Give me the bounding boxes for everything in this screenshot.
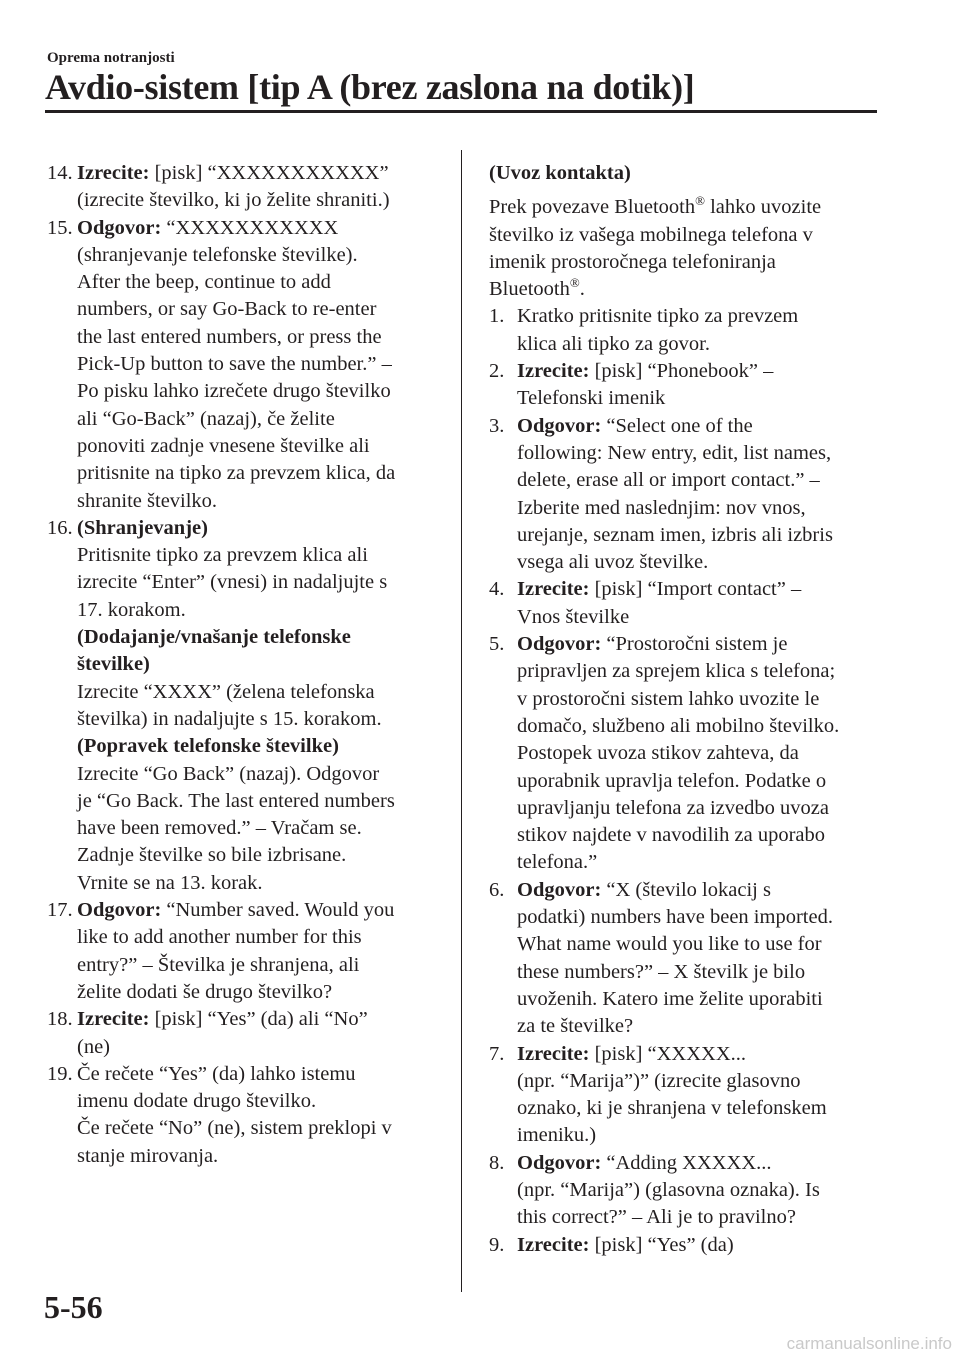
list-item (489, 303, 889, 358)
list-item (489, 1150, 889, 1232)
step-line: “Select one of the (601, 414, 753, 437)
list-item (489, 1041, 889, 1150)
step-line: Pritisnite tipko za prevzem klica ali (77, 544, 368, 567)
step-line: 17. korakom. (77, 598, 186, 621)
step-number: 2. (489, 360, 505, 383)
step-keyword: Odgovor: (517, 878, 602, 901)
step-number: 3. (489, 414, 505, 437)
list-item (47, 515, 442, 897)
list-item (47, 215, 442, 515)
step-keyword: Odgovor: (77, 216, 162, 239)
import-contact-heading: (Uvoz kontakta) (489, 162, 631, 184)
page-number: 5-56 (44, 1289, 103, 1325)
step-line: Postopek uvoza stikov zahteva, da (517, 742, 799, 765)
step-line: stikov najdete v navodilih za uporabo (517, 824, 825, 847)
step-number: 7. (489, 1042, 505, 1065)
step-text (517, 303, 889, 358)
section-label: Oprema notranjosti (47, 50, 175, 66)
step-number: 9. (489, 1233, 505, 1256)
step-line: What name would you like to use for (517, 933, 822, 956)
step-line: [pisk] “XXXXX... (589, 1042, 747, 1065)
step-line: (npr. “Marija”)” (izrecite glasovno (517, 1069, 801, 1092)
step-line: (ne) (77, 1035, 111, 1058)
step-line: pritisnite na tipko za prevzem klica, da (77, 462, 396, 485)
step-line: [pisk] “XXXXXXXXXXX” (149, 162, 389, 184)
step-line: numbers, or say Go-Back to re-enter (77, 298, 377, 321)
sub-line: Zadnje številke so bile izbrisane. (77, 844, 347, 867)
step-line: Kratko pritisnite tipko za prevzem (517, 305, 799, 328)
step-number: 18. (47, 1008, 73, 1031)
step-line: Izberite med naslednjim: nov vnos, (517, 496, 806, 519)
step-number: 19. (47, 1062, 73, 1085)
step-line: “X (število lokacij s (601, 878, 771, 901)
step-text (517, 576, 889, 631)
step-line: these numbers?” – X številk je bilo (517, 960, 806, 983)
step-text (517, 631, 889, 877)
step-keyword: Izrecite: (77, 1008, 150, 1031)
sub-line: Izrecite “Go Back” (nazaj). Odgovor (77, 762, 380, 785)
step-line: following: New entry, edit, list names, (517, 441, 832, 464)
step-line: v prostoročni sistem lahko uvozite le (517, 687, 820, 710)
list-item (489, 877, 889, 1041)
step-line: upravljanju telefona za izvedbo uvoza (517, 796, 829, 819)
step-line: entry?” – Številka je shranjena, ali (77, 953, 360, 976)
step-keyword: Izrecite: (517, 578, 590, 601)
step-text (517, 1041, 889, 1150)
step-line: like to add another number for this (77, 926, 362, 949)
step-text (517, 1150, 889, 1232)
sub-line: je “Go Back. The last entered numbers (77, 789, 395, 812)
step-line: uporabnik upravlja telefon. Podatke o (517, 769, 827, 792)
step-number: 4. (489, 578, 505, 601)
list-item (489, 631, 889, 877)
step-number: 17. (47, 899, 73, 922)
step-text (77, 215, 442, 515)
step-line: uvoženih. Katero ime želite uporabiti (517, 987, 823, 1010)
step-line: Vnos številke (517, 605, 630, 628)
step-line: (shranjevanje telefonske številke). (77, 243, 358, 266)
step-line: “XXXXXXXXXXX (161, 216, 339, 239)
step-line: “Prostoročni sistem je (601, 633, 788, 656)
step-keyword: (Shranjevanje) (77, 516, 208, 539)
step-line: Telefonski imenik (517, 387, 666, 410)
sub-line: številka) in nadaljujte s 15. korakom. (77, 707, 382, 730)
step-text (77, 897, 442, 1006)
list-item (47, 1006, 442, 1061)
step-text (77, 160, 442, 215)
step-line: ponoviti zadnje vnesene številke ali (77, 434, 370, 457)
step-line: pripravljen za sprejem klica s telefona; (517, 660, 836, 683)
step-number: 16. (47, 516, 73, 539)
step-keyword: Odgovor: (77, 899, 162, 922)
list-item (47, 897, 442, 1006)
list-item (489, 413, 889, 577)
step-line: podatki) numbers have been imported. (517, 906, 833, 929)
step-keyword: Izrecite: (517, 360, 590, 383)
sub-line: Izrecite “XXXX” (želena telefonska (77, 680, 375, 703)
step-line: imenu dodate drugo številko. (77, 1090, 317, 1113)
list-item (47, 160, 442, 215)
sub-heading-line: (Dodajanje/vnašanje telefonske (77, 626, 351, 649)
step-text (517, 1232, 889, 1259)
step-line: ali “Go-Back” (nazaj), če želite (77, 407, 335, 430)
step-line: shranite številko. (77, 489, 218, 512)
step-line: stanje mirovanja. (77, 1144, 219, 1167)
step-text (77, 1006, 442, 1061)
step-line: “Number saved. Would you (161, 899, 395, 922)
step-number: 6. (489, 878, 505, 901)
step-text (77, 1061, 442, 1170)
sub-line: Vrnite se na 13. korak. (77, 871, 263, 894)
step-line: vsega ali uvoz številke. (517, 551, 709, 574)
step-keyword: Odgovor: (517, 1151, 602, 1174)
step-number: 1. (489, 305, 505, 328)
sub-heading-line: (Popravek telefonske številke) (77, 735, 339, 758)
step-text (77, 515, 442, 624)
step-line: telefona.” (517, 851, 598, 874)
step-line: Pick-Up button to save the number.” – (77, 353, 392, 376)
step-line: urejanje, seznam imen, izbris ali izbris (517, 523, 833, 546)
step-line: [pisk] “Phonebook” – (589, 360, 774, 383)
step-line: želite dodati še drugo številko? (77, 980, 333, 1003)
sub-heading-line: številke) (77, 653, 150, 676)
step-line: za te številke? (517, 1015, 634, 1038)
step-line: delete, erase all or import contact.” – (517, 469, 820, 492)
step-number: 8. (489, 1151, 505, 1174)
step-keyword: Odgovor: (517, 414, 602, 437)
header-divider (45, 110, 877, 113)
right-column (489, 160, 889, 1259)
step-line: “Adding XXXXX... (601, 1151, 772, 1174)
step-line: Če rečete “No” (ne), sistem preklopi v (77, 1117, 392, 1140)
step-list (489, 303, 889, 1258)
step-keyword: Izrecite: (517, 1042, 590, 1065)
step-text (517, 413, 889, 577)
step-text (517, 877, 889, 1041)
step-line: domačo, službeno ali mobilno številko. (517, 714, 840, 737)
page-title: Avdio-sistem [tip A (brez zaslona na dotik)] (45, 67, 695, 107)
step-line: imeniku.) (517, 1124, 597, 1147)
intro-paragraph: Prek povezave Bluetooth® lahko uvozite številko iz vašega mobilnega telefona v imenik prostoročnega telefoniranja Bluetooth®. (489, 193, 822, 301)
step-line: [pisk] “Yes” (da) (589, 1233, 734, 1256)
watermark: carmanualsonline.info (786, 1334, 952, 1353)
step-line: After the beep, continue to add (77, 271, 331, 294)
step-keyword: Izrecite: (517, 1233, 590, 1256)
step-line: this correct?” – Ali je to pravilno? (517, 1206, 796, 1229)
step-number: 5. (489, 633, 505, 656)
list-item (47, 1061, 442, 1170)
step-keyword: Odgovor: (517, 633, 602, 656)
sub-heading (77, 624, 442, 679)
step-number: 15. (47, 216, 73, 239)
list-item (489, 1232, 889, 1259)
step-line: (izrecite številko, ki jo želite shraniti.) (77, 189, 390, 212)
step-line: the last entered numbers, or press the (77, 325, 382, 348)
list-item (489, 576, 889, 631)
left-column (47, 160, 442, 1170)
list-item (489, 358, 889, 413)
step-number: 14. (47, 162, 73, 184)
step-text (517, 358, 889, 413)
step-keyword: Izrecite: (77, 162, 150, 184)
column-divider (461, 150, 462, 1292)
sub-heading (77, 733, 442, 760)
step-line: klica ali tipko za govor. (517, 332, 710, 355)
sub-text (77, 761, 442, 897)
step-line: [pisk] “Yes” (da) ali “No” (149, 1008, 368, 1031)
step-line: oznako, ki je shranjena v telefonskem (517, 1097, 827, 1120)
step-line: Po pisku lahko izrečete drugo številko (77, 380, 391, 403)
sub-text (77, 679, 442, 734)
sub-line: have been removed.” – Vračam se. (77, 817, 362, 840)
step-line: [pisk] “Import contact” – (589, 578, 802, 601)
step-line: (npr. “Marija”) (glasovna oznaka). Is (517, 1178, 820, 1201)
step-line: izrecite “Enter” (vnesi) in nadaljujte s (77, 571, 388, 594)
step-line: Če rečete “Yes” (da) lahko istemu (77, 1062, 356, 1085)
